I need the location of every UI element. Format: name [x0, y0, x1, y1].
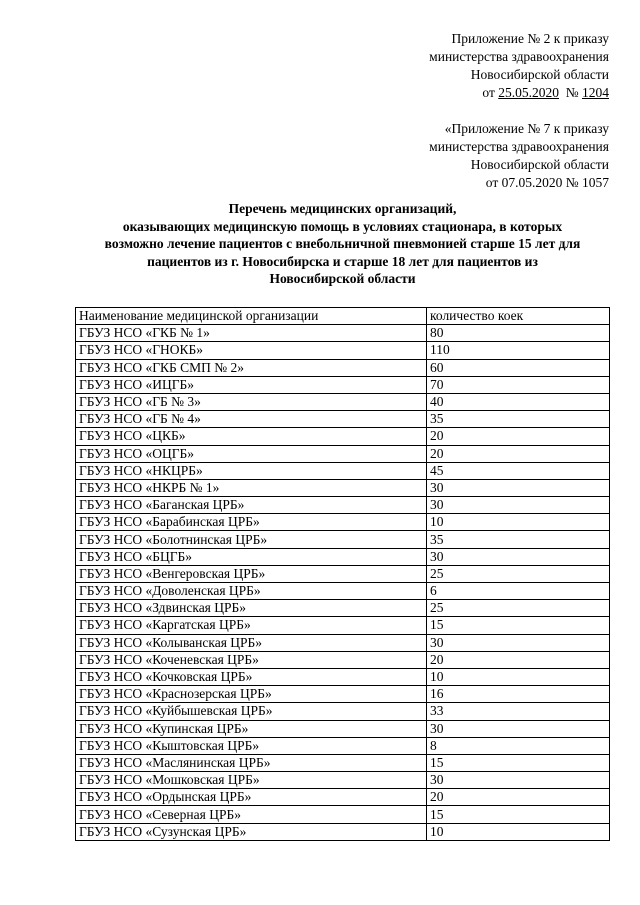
organization-name: ГБУЗ НСО «Венгеровская ЦРБ»: [76, 565, 427, 582]
amended-line-4: от 07.05.2020 № 1057: [485, 175, 609, 190]
bed-count: 45: [427, 462, 610, 479]
organization-name: ГБУЗ НСО «Доволенская ЦРБ»: [76, 583, 427, 600]
header-beds: количество коек: [427, 308, 610, 325]
table-row: [76, 600, 610, 617]
table-row: [76, 789, 610, 806]
organization-name: ГБУЗ НСО «НКРБ № 1»: [76, 479, 427, 496]
organization-name: ГБУЗ НСО «ИЦГБ»: [76, 376, 427, 393]
bed-count: 30: [427, 720, 610, 737]
bed-count: 15: [427, 806, 610, 823]
table-row: [76, 514, 610, 531]
order-date-prefix: от: [482, 85, 495, 100]
organization-name: ГБУЗ НСО «ГНОКБ»: [76, 342, 427, 359]
table-row: [76, 806, 610, 823]
bed-count: 10: [427, 668, 610, 685]
table-row: [76, 651, 610, 668]
table-row: [76, 531, 610, 548]
table-header-row: [76, 308, 610, 325]
bed-count: 20: [427, 651, 610, 668]
order-number: 1204: [582, 85, 609, 100]
table-row: [76, 342, 610, 359]
appendix-line-1: Приложение № 2 к приказу: [451, 31, 609, 46]
table-row: [76, 445, 610, 462]
bed-count: 30: [427, 497, 610, 514]
title-line-1: Перечень медицинских организаций,: [228, 201, 457, 216]
organization-name: ГБУЗ НСО «Барабинская ЦРБ»: [76, 514, 427, 531]
order-number-prefix: №: [565, 85, 579, 100]
bed-count: 33: [427, 703, 610, 720]
appendix-header-current: [309, 30, 609, 102]
table-row: [76, 497, 610, 514]
bed-count: 10: [427, 514, 610, 531]
organization-name: ГБУЗ НСО «НКЦРБ»: [76, 462, 427, 479]
title-line-5: Новосибирской области: [269, 271, 416, 286]
title-line-2: оказывающих медицинскую помощь в условиях стационара, в которых: [122, 218, 563, 234]
table-row: [76, 411, 610, 428]
table-row: [76, 703, 610, 720]
table-row: [76, 617, 610, 634]
bed-count: 10: [427, 823, 610, 840]
organization-name: ГБУЗ НСО «ЦКБ»: [76, 428, 427, 445]
table-row: [76, 565, 610, 582]
organization-name: ГБУЗ НСО «БЦГБ»: [76, 548, 427, 565]
amended-line-3: Новосибирской области: [470, 157, 609, 172]
bed-count: 6: [427, 583, 610, 600]
organization-name: ГБУЗ НСО «Коченевская ЦРБ»: [76, 651, 427, 668]
bed-count: 20: [427, 428, 610, 445]
bed-count: 16: [427, 686, 610, 703]
table-row: [76, 462, 610, 479]
organization-name: ГБУЗ НСО «Каргатская ЦРБ»: [76, 617, 427, 634]
organization-name: ГБУЗ НСО «Здвинская ЦРБ»: [76, 600, 427, 617]
organization-name: ГБУЗ НСО «ГБ № 4»: [76, 411, 427, 428]
bed-count: 35: [427, 531, 610, 548]
table-row: [76, 376, 610, 393]
organization-name: ГБУЗ НСО «Северная ЦРБ»: [76, 806, 427, 823]
bed-count: 70: [427, 376, 610, 393]
title-line-3: возможно лечение пациентов с внебольничной пневмонией старше 15 лет для: [104, 236, 581, 251]
bed-count: 40: [427, 393, 610, 410]
amended-line-2: министерства здравоохранения: [429, 139, 609, 154]
bed-count: 20: [427, 789, 610, 806]
table-row: [76, 720, 610, 737]
bed-count: 80: [427, 325, 610, 342]
table-row: [76, 634, 610, 651]
table-row: [76, 583, 610, 600]
table-row: [76, 668, 610, 685]
table-row: [76, 393, 610, 410]
bed-count: 20: [427, 445, 610, 462]
organization-name: ГБУЗ НСО «Кочковская ЦРБ»: [76, 668, 427, 685]
document-title: [70, 200, 615, 288]
table-row: [76, 772, 610, 789]
bed-count: 15: [427, 754, 610, 771]
organization-name: ГБУЗ НСО «Сузунская ЦРБ»: [76, 823, 427, 840]
header-organization: Наименование медицинской организации: [76, 308, 427, 325]
table-row: [76, 823, 610, 840]
organization-name: ГБУЗ НСО «ОЦГБ»: [76, 445, 427, 462]
bed-count: 30: [427, 634, 610, 651]
table-row: [76, 479, 610, 496]
organization-name: ГБУЗ НСО «ГКБ № 1»: [76, 325, 427, 342]
bed-count: 30: [427, 772, 610, 789]
bed-count: 60: [427, 359, 610, 376]
bed-count: 35: [427, 411, 610, 428]
organization-name: ГБУЗ НСО «Ордынская ЦРБ»: [76, 789, 427, 806]
bed-count: 30: [427, 548, 610, 565]
table-row: [76, 325, 610, 342]
table-row: [76, 548, 610, 565]
appendix-header-amended: [309, 120, 609, 192]
organization-name: ГБУЗ НСО «Колыванская ЦРБ»: [76, 634, 427, 651]
organizations-table: [75, 307, 610, 841]
bed-count: 25: [427, 565, 610, 582]
order-date: 25.05.2020: [498, 85, 559, 100]
organization-name: ГБУЗ НСО «Кыштовская ЦРБ»: [76, 737, 427, 754]
table-row: [76, 737, 610, 754]
table-row: [76, 428, 610, 445]
amended-line-1: «Приложение № 7 к приказу: [444, 121, 609, 136]
organization-name: ГБУЗ НСО «Мошковская ЦРБ»: [76, 772, 427, 789]
organization-name: ГБУЗ НСО «Маслянинская ЦРБ»: [76, 754, 427, 771]
organization-name: ГБУЗ НСО «Баганская ЦРБ»: [76, 497, 427, 514]
organization-name: ГБУЗ НСО «Краснозерская ЦРБ»: [76, 686, 427, 703]
organization-name: ГБУЗ НСО «Купинская ЦРБ»: [76, 720, 427, 737]
organization-name: ГБУЗ НСО «Болотнинская ЦРБ»: [76, 531, 427, 548]
appendix-order-line: [309, 84, 609, 102]
bed-count: 30: [427, 479, 610, 496]
organization-name: ГБУЗ НСО «ГКБ СМП № 2»: [76, 359, 427, 376]
table-row: [76, 359, 610, 376]
bed-count: 25: [427, 600, 610, 617]
bed-count: 8: [427, 737, 610, 754]
appendix-line-3: Новосибирской области: [470, 67, 609, 82]
table-row: [76, 754, 610, 771]
title-line-4: пациентов из г. Новосибирска и старше 18 лет для пациентов из: [147, 253, 538, 269]
appendix-line-2: министерства здравоохранения: [429, 49, 609, 64]
table-row: [76, 686, 610, 703]
organization-name: ГБУЗ НСО «Куйбышевская ЦРБ»: [76, 703, 427, 720]
organization-name: ГБУЗ НСО «ГБ № 3»: [76, 393, 427, 410]
bed-count: 15: [427, 617, 610, 634]
bed-count: 110: [427, 342, 610, 359]
